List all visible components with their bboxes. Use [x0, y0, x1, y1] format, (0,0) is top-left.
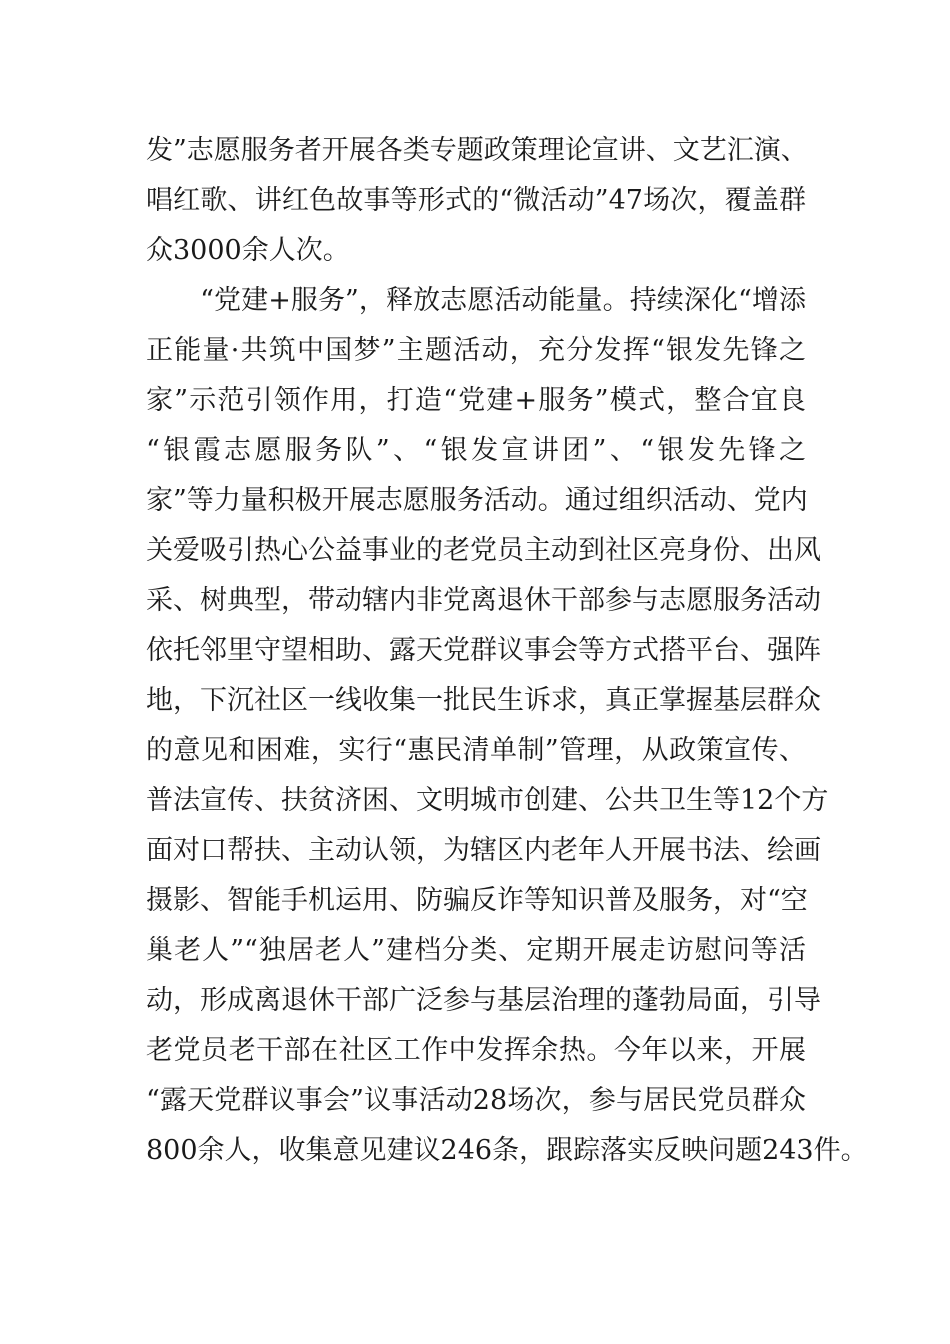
paragraph-2-line: 依托邻里守望相助、露天党群议事会等方式搭平台、强阵 [146, 635, 821, 666]
paragraph-1-line: 众3000余人次。 [146, 235, 350, 266]
paragraph-2-line: 关爱吸引热心公益事业的老党员主动到社区亮身份、出风 [146, 535, 821, 566]
paragraph-2-line: 800余人，收集意见建议246条，跟踪落实反映问题243件。 [146, 1135, 868, 1166]
paragraph-2-line: 采、树典型，带动辖内非党离退休干部参与志愿服务活动 [146, 585, 821, 616]
paragraph-1-line: 唱红歌、讲红色故事等形式的“微活动”47场次，覆盖群 [146, 185, 806, 216]
paragraph-2-line: 家”等力量积极开展志愿服务活动。通过组织活动、党内 [146, 485, 808, 516]
paragraph-2-line: “露天党群议事会”议事活动28场次，参与居民党员群众 [146, 1085, 806, 1116]
paragraph-2-line: 的意见和困难，实行“惠民清单制”管理，从政策宣传、 [146, 735, 806, 766]
paragraph-2-line: 摄影、智能手机运用、防骗反诈等知识普及服务，对“空 [146, 885, 808, 916]
paragraph-2-line: “银霞志愿服务队”、“银发宣讲团”、“银发先锋之 [146, 435, 806, 466]
paragraph-2-line: 地，下沉社区一线收集一批民生诉求，真正掌握基层群众 [146, 685, 821, 716]
paragraph-1-line: 发”志愿服务者开展各类专题政策理论宣讲、文艺汇演、 [146, 135, 808, 166]
paragraph-2-line: 正能量·共筑中国梦”主题活动，充分发挥“银发先锋之 [146, 335, 806, 366]
paragraph-2-line: 巢老人”“独居老人”建档分类、定期开展走访慰问等活 [146, 935, 806, 966]
paragraph-2-line: 面对口帮扶、主动认领，为辖区内老年人开展书法、绘画 [146, 835, 821, 866]
paragraph-2-line: “党建+服务”，释放志愿活动能量。持续深化“增添 [146, 285, 806, 316]
document-body [146, 126, 868, 1176]
paragraph-2-line: 老党员老干部在社区工作中发挥余热。今年以来，开展 [146, 1035, 806, 1066]
paragraph-2-line: 普法宣传、扶贫济困、文明城市创建、公共卫生等12个方 [146, 785, 829, 816]
paragraph-2-line: 动，形成离退休干部广泛参与基层治理的蓬勃局面，引导 [146, 985, 821, 1016]
paragraph-2-line: 家”示范引领作用，打造“党建+服务”模式，整合宜良 [146, 385, 806, 416]
